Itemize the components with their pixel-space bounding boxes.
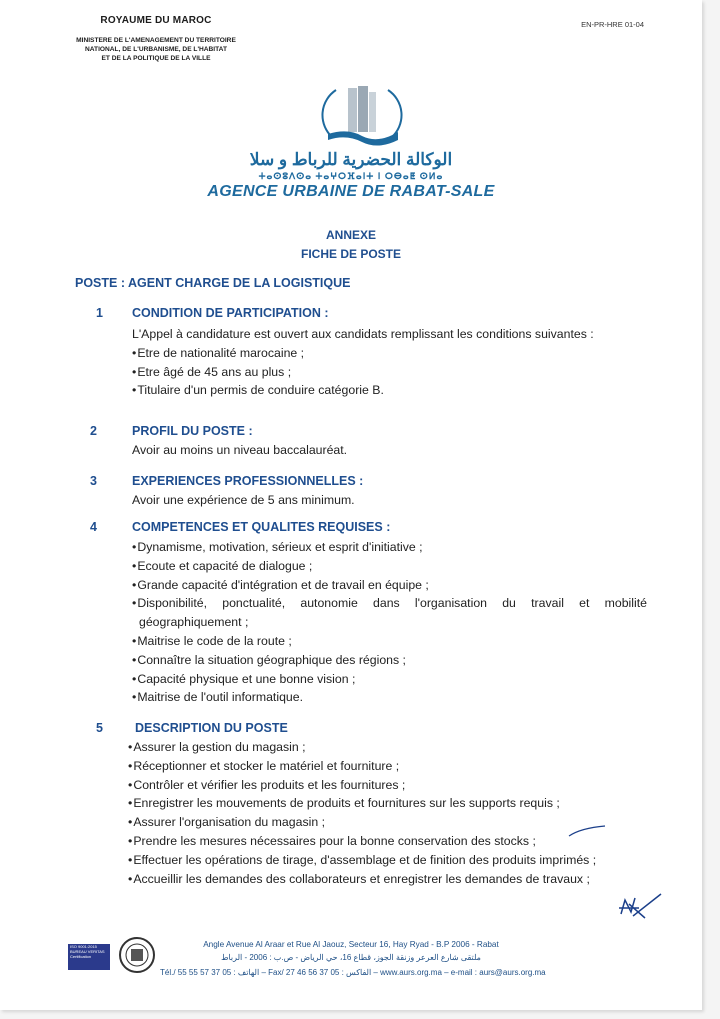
footer-contact: Tél./ الهاتف : 05 37 57 55 55 – Fax/ الفاكس : 05 37 56 46 27 – www.aurs.org.ma – e-mail : aurs@aurs.org.ma	[160, 968, 546, 977]
section-number: 2	[90, 424, 97, 438]
list-item: • Dynamisme, motivation, sérieux et esprit d'initiative ;	[132, 538, 647, 557]
section-body: Avoir une expérience de 5 ans minimum.	[132, 493, 355, 507]
section-number: 3	[90, 474, 97, 488]
list-item: • Assurer l'organisation du magasin ;	[128, 813, 668, 832]
document-title	[0, 226, 702, 264]
list-item: • Titulaire d'un permis de conduire catégorie B.	[132, 381, 647, 400]
list-item: • Effectuer les opérations de tirage, d'assemblage et de finition des produits imprimés ;	[128, 851, 668, 870]
list-item: • Prendre les mesures nécessaires pour la bonne conservation des stocks ;	[128, 832, 668, 851]
section-title: DESCRIPTION DU POSTE	[135, 721, 288, 735]
list-item: • Maitrise le code de la route ;	[132, 632, 647, 651]
list-item: • Contrôler et vérifier les produits et les fournitures ;	[128, 776, 668, 795]
list-item: • Enregistrer les mouvements de produits et fournitures sur les supports requis ;	[128, 794, 668, 813]
annexe-label: ANNEXE	[325, 228, 376, 242]
section-title: CONDITION DE PARTICIPATION :	[132, 306, 329, 320]
section-body	[132, 538, 647, 707]
section-number: 4	[90, 520, 97, 534]
list-item: • Etre âgé de 45 ans au plus ;	[132, 363, 647, 382]
section-title: EXPERIENCES PROFESSIONNELLES :	[132, 474, 364, 488]
fiche-label: FICHE DE POSTE	[300, 247, 401, 261]
list-item: • Etre de nationalité marocaine ;	[132, 344, 647, 363]
pen-stroke-mark	[567, 822, 607, 840]
agency-logo-icon	[318, 82, 406, 152]
list-item: • Disponibilité, ponctualité, autonomie dans l'organisation du travail et mobilité	[132, 594, 647, 613]
list-item-continuation: géographiquement ;	[139, 615, 249, 630]
ministry-header	[46, 15, 266, 63]
agency-name-french: AGENCE URBAINE DE RABAT-SALE	[207, 183, 495, 200]
list-item: • Réceptionner et stocker le matériel et fourniture ;	[128, 757, 668, 776]
job-title: POSTE : AGENT CHARGE DE LA LOGISTIQUE	[75, 276, 351, 290]
list-item: • Accueillir les demandes des collaborateurs et enregistrer les demandes de travaux ;	[128, 870, 668, 889]
section-number: 5	[96, 721, 103, 735]
document-reference: EN-PR-HRE 01-04	[581, 20, 644, 29]
list-item: • Maitrise de l'outil informatique.	[132, 688, 647, 707]
section-number: 1	[96, 306, 103, 320]
iso-certification-badge: ISO 9001:2015 BUREAU VERITAS Certification	[68, 944, 110, 970]
section-body	[128, 738, 668, 888]
section-body	[132, 325, 647, 400]
ministry-name: MINISTERE DE L'AMENAGEMENT DU TERRITOIRE NATIONAL, DE L'URBANISME, DE L'HABITAT ET DE LA POLITIQUE DE LA VILLE	[76, 37, 236, 62]
section-title: COMPETENCES ET QUALITES REQUISES :	[132, 520, 391, 534]
list-item: • Grande capacité d'intégration et de travail en équipe ;	[132, 576, 647, 595]
list-item: • Capacité physique et une bonne vision ;	[132, 670, 647, 689]
footer-address: Angle Avenue Al Araar et Rue Al Jaouz, Secteur 16, Hay Ryad - B.P 2006 - Rabat	[203, 940, 499, 949]
signature-initials	[615, 890, 665, 922]
kingdom-label: ROYAUME DU MAROC	[100, 15, 212, 26]
section-body: Avoir au moins un niveau baccalauréat.	[132, 443, 348, 457]
footer-address-arabic: ملتقى شارع العرعر وزنقة الجوز، قطاع 16، حي الرياض - ص.ب : 2006 - الرباط	[221, 953, 481, 962]
intro-text: L'Appel à candidature est ouvert aux candidats remplissant les conditions suivantes :	[132, 327, 594, 341]
agency-name-arabic: الوكالة الحضرية للرباط و سلا	[249, 150, 453, 169]
list-item: • Assurer la gestion du magasin ;	[128, 738, 668, 757]
section-title: PROFIL DU POSTE :	[132, 424, 253, 438]
list-item: • Connaître la situation géographique des régions ;	[132, 651, 647, 670]
list-item: • Ecoute et capacité de dialogue ;	[132, 557, 647, 576]
agency-name-tifinagh: ⵜⴰⵙⵓⴷⵙⴰ ⵜⴰⵖⵔⴼⴰⵏⵜ ⵏ ⵔⴱⴰⵟ ⵙⵍⴰ	[258, 171, 444, 181]
